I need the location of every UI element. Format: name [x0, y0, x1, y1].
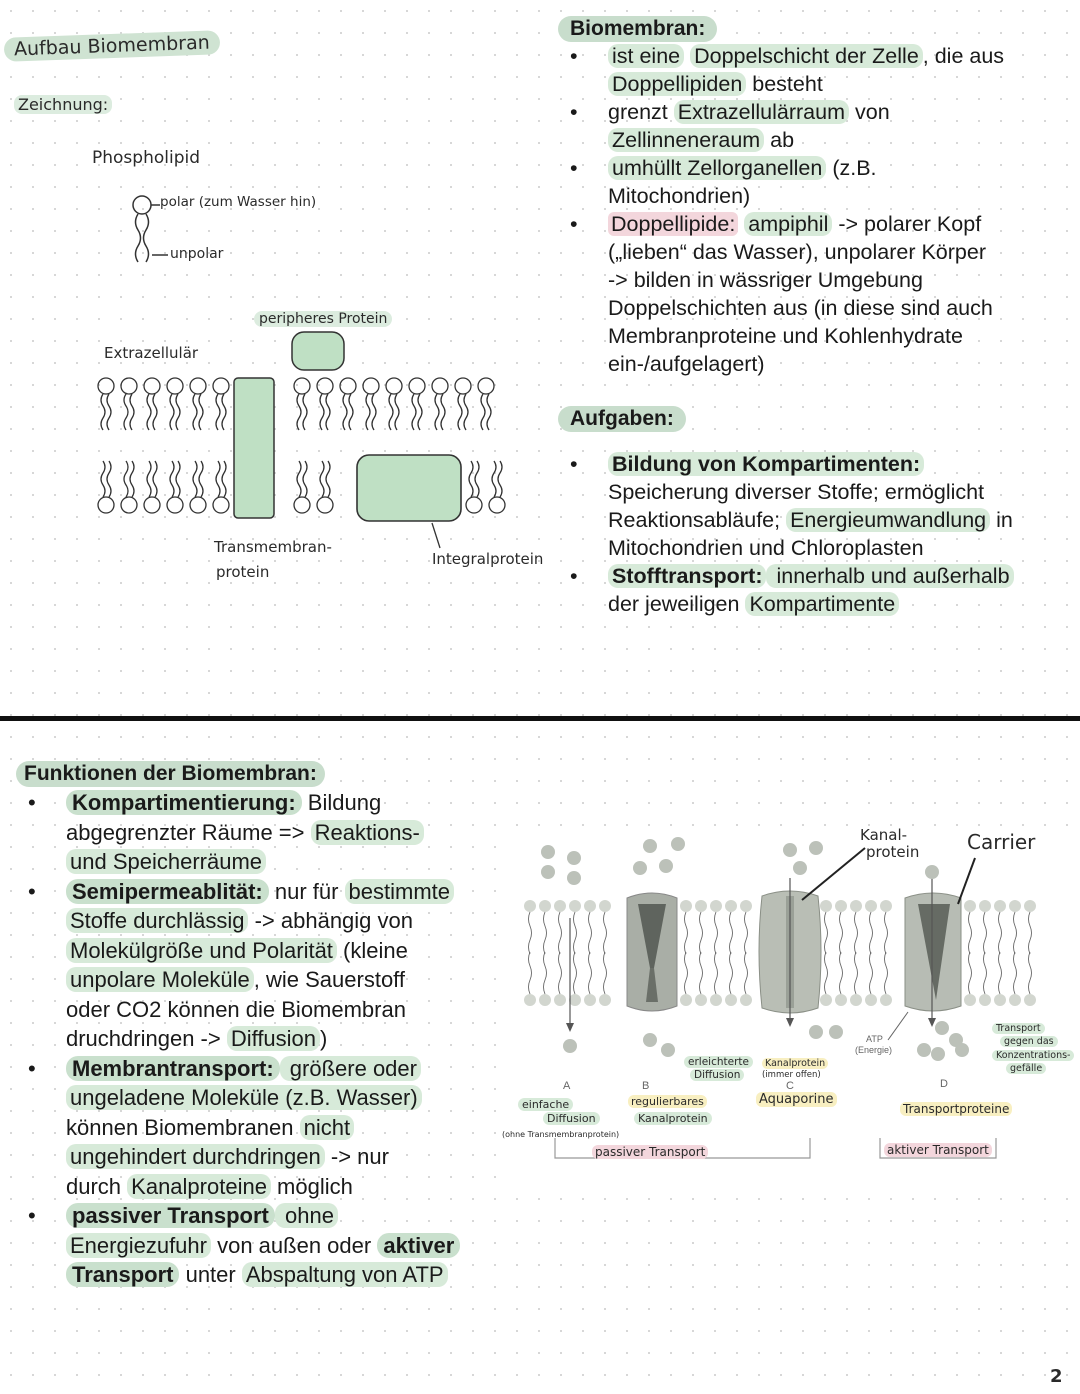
- transmembrane-label-2: protein: [216, 563, 270, 581]
- extracellular-label: Extrazellulär: [104, 344, 199, 362]
- a2-t2: innerhalb und außerhalb: [766, 564, 1013, 588]
- aquaporine-label: Aquaporine: [756, 1092, 837, 1107]
- phospholipid-label: Phospholipid: [92, 148, 201, 168]
- b4-t8: ein-/aufgelagert): [608, 352, 765, 376]
- f2-t3b: (kleine: [336, 937, 408, 963]
- transport-gegen-3: Konzentrations-: [992, 1050, 1074, 1061]
- integral-protein-shape: [357, 455, 461, 521]
- kanal-label-2: protein: [866, 843, 920, 861]
- b4-t6: Doppelschichten aus (in diese sind auch: [608, 296, 993, 320]
- transport-gegen-4: gefälle: [1006, 1063, 1046, 1074]
- label-a: A: [563, 1080, 571, 1092]
- transmembrane-protein-shape: [234, 378, 274, 518]
- f4-t2b: von außen oder: [210, 1232, 378, 1258]
- f3-t1: größere oder: [280, 1056, 421, 1081]
- kanalprotein-1: Kanalprotein: [762, 1058, 828, 1069]
- f2-t6b: Diffusion: [227, 1026, 320, 1051]
- biomembran-heading: Biomembran:: [558, 16, 717, 42]
- a2-t3: der jeweiligen: [608, 592, 746, 616]
- single-phospholipid-icon: [133, 196, 168, 262]
- f1-t4: und Speicherräume: [66, 849, 266, 874]
- peripheral-protein-label: peripheres Protein: [254, 311, 392, 327]
- b2-t3: von: [849, 100, 890, 124]
- zeichnung-label: Zeichnung:: [14, 95, 112, 114]
- biomembran-bullet-4: [558, 210, 1068, 378]
- f3-t3b: nicht: [300, 1115, 354, 1140]
- b1-t3: , die aus: [922, 44, 1005, 68]
- b2-hl4: Zellinneneraum: [608, 128, 764, 152]
- f4-t1: ohne: [275, 1203, 338, 1228]
- page-number: 2: [1050, 1366, 1063, 1387]
- f3-t5c: möglich: [270, 1173, 353, 1199]
- b4-t3: -> polarer Kopf: [832, 212, 982, 236]
- b4-t5: -> bilden in wässriger Umgebung: [608, 268, 923, 292]
- f2-bold: Semipermeablität:: [66, 879, 269, 904]
- aufgaben-heading: Aufgaben:: [558, 406, 686, 432]
- b3-t3: Mitochondrien): [608, 184, 751, 208]
- b4-hlp: Doppellipide:: [608, 212, 738, 236]
- a1-bold: Bildung von Kompartimenten:: [608, 452, 924, 476]
- b3-hl1: umhüllt Zellorganellen: [608, 156, 826, 180]
- f2-t2b: -> abhängig von: [248, 908, 414, 933]
- f4-t3b: Abspaltung von ATP: [242, 1262, 448, 1287]
- funktionen-bullet-3: [16, 1054, 506, 1202]
- aufgaben-bullet-1: [558, 450, 1068, 562]
- unpolar-label: unpolar: [170, 246, 224, 262]
- f4-bold: passiver Transport: [66, 1203, 275, 1228]
- b2-t1: grenzt: [608, 100, 674, 124]
- biomembran-bullet-2: [558, 98, 1068, 154]
- f1-t2: abgegrenzter Räume =>: [66, 819, 311, 845]
- regulierbares-1: regulierbares: [628, 1095, 707, 1108]
- a1-l3a: Reaktionsabläufe;: [608, 508, 787, 532]
- a2-bold: Stofftransport:: [608, 564, 766, 588]
- f4-bold3: Transport: [66, 1262, 179, 1287]
- a1-l4: Mitochondrien und Chloroplasten: [608, 536, 924, 560]
- einfache-diffusion-1: einfache: [518, 1098, 573, 1111]
- peripheral-protein-shape: [292, 332, 344, 370]
- f3-t4: ungehindert durchdringen: [66, 1144, 325, 1169]
- b4-hl2: ampiphil: [744, 212, 832, 236]
- a2-t4: Kompartimente: [745, 592, 899, 616]
- a1-l2: Speicherung diverser Stoffe; ermöglicht: [608, 480, 985, 504]
- regulated-channel-protein-icon: [627, 893, 677, 1011]
- f2-t5: oder CO2 können die Biomembran: [66, 996, 406, 1022]
- f2-t1: nur für: [268, 878, 345, 904]
- f4-t2: Energiezufuhr: [66, 1233, 211, 1258]
- transportproteine-label: Transportproteine: [900, 1102, 1012, 1116]
- transmembrane-label-1: Transmembran-: [214, 538, 332, 556]
- b1-hl2: Doppelschicht der Zelle: [690, 44, 923, 68]
- f4-t3: unter: [179, 1262, 242, 1287]
- aufbau-title-text: Aufbau Biomembran: [13, 31, 211, 61]
- kanal-label-1: Kanal-: [860, 826, 908, 844]
- f3-t2: ungeladene Moleküle (z.B. Wasser): [66, 1085, 422, 1110]
- f2-t2: Stoffe durchlässig: [66, 908, 248, 933]
- f2-t6c: ): [320, 1026, 328, 1051]
- ohne-transmembranprotein: (ohne Transmembranprotein): [502, 1130, 620, 1139]
- biomembran-block: [558, 16, 1068, 618]
- f1-t1: Bildung: [301, 790, 382, 815]
- biomembran-bullet-1: [558, 42, 1068, 98]
- f1-t3: Reaktions-: [311, 820, 424, 845]
- label-d: D: [940, 1078, 948, 1090]
- f2-t3: Molekülgröße und Polarität: [66, 938, 337, 963]
- funktionen-bullet-1: [16, 788, 506, 877]
- label-b: B: [642, 1080, 650, 1092]
- f3-t3: können Biomembranen: [66, 1114, 300, 1140]
- aktiver-transport-label: aktiver Transport: [884, 1143, 992, 1157]
- b4-t4: („lieben“ das Wasser), unpolarer Körper: [608, 240, 986, 264]
- f2-t6: druchdringen ->: [66, 1026, 227, 1051]
- b1-t5: besteht: [746, 72, 823, 96]
- aufgaben-bullet-2: [558, 562, 1068, 618]
- f2-t1b: bestimmte: [345, 879, 454, 904]
- f2-t4b: , wie Sauerstoff: [253, 967, 406, 992]
- regulierbares-2: Kanalprotein: [634, 1112, 712, 1125]
- erleichterte-2: Diffusion: [690, 1069, 744, 1081]
- f4-bold2: aktiver: [377, 1233, 460, 1258]
- f3-bold: Membrantransport:: [66, 1056, 280, 1081]
- b3-t2: (z.B.: [826, 156, 877, 180]
- section-divider: [0, 716, 1080, 721]
- b1-hl1: ist eine: [608, 44, 684, 68]
- funktionen-block: [16, 761, 506, 1290]
- f1-bold: Kompartimentierung:: [66, 790, 302, 815]
- carrier-label: Carrier: [967, 830, 1036, 854]
- funktionen-bullet-4: [16, 1201, 506, 1290]
- erleichterte-1: erleichterte: [684, 1056, 753, 1068]
- passiver-transport-label: passiver Transport: [592, 1145, 708, 1159]
- atp-label-1: ATP: [866, 1034, 883, 1044]
- kanalprotein-2: (immer offen): [762, 1070, 821, 1080]
- transport-gegen-1: Transport: [992, 1023, 1045, 1034]
- funktionen-heading: Funktionen der Biomembran:: [16, 761, 325, 787]
- funktionen-bullet-2: [16, 877, 506, 1054]
- b2-hl2: Extrazellulärraum: [674, 100, 849, 124]
- a1-l3c: in: [990, 508, 1013, 532]
- einfache-diffusion-2: Diffusion: [543, 1112, 600, 1125]
- integral-protein-label: Integralprotein: [432, 550, 544, 568]
- f3-t4b: -> nur: [324, 1144, 389, 1169]
- f2-t4: unpolare Moleküle: [66, 967, 254, 992]
- b1-hl4: Doppellipiden: [608, 72, 746, 96]
- biomembran-bullet-3: [558, 154, 1068, 210]
- membrane-drawing: [0, 0, 560, 620]
- f3-t5: durch: [66, 1173, 128, 1199]
- f3-t5b: Kanalproteine: [127, 1174, 271, 1199]
- b4-t7: Membranproteine und Kohlenhydrate: [608, 324, 963, 348]
- carrier-protein-icon: [905, 893, 961, 1011]
- transport-gegen-2: gegen das: [1000, 1036, 1058, 1047]
- a1-l3b: Energieumwandlung: [786, 508, 990, 532]
- b2-t5: ab: [764, 128, 795, 152]
- label-c: C: [786, 1080, 794, 1092]
- polar-label: polar (zum Wasser hin): [160, 194, 317, 210]
- atp-label-2: (Energie): [855, 1045, 893, 1055]
